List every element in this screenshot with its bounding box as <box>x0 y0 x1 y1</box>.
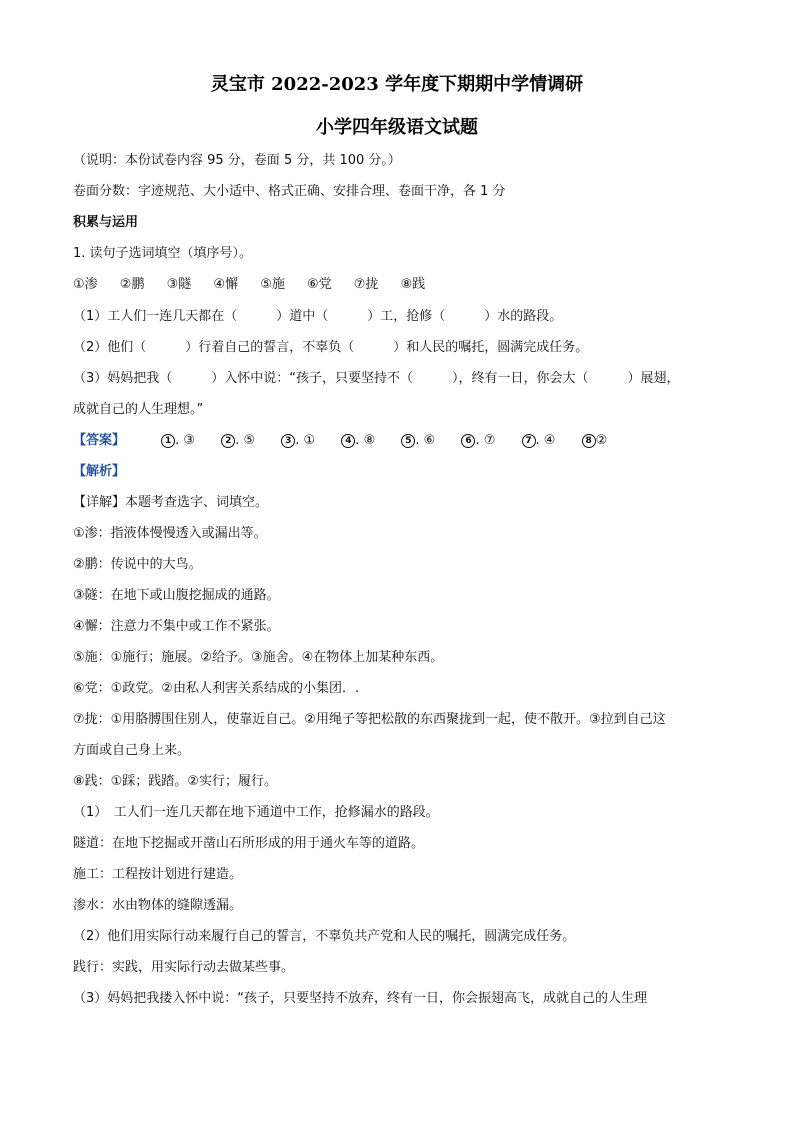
option-item: ⑦拢 <box>353 277 379 292</box>
circled-number: 2 <box>221 434 235 448</box>
answer-label: 【答案】 <box>73 433 126 448</box>
option-list <box>73 276 443 294</box>
analysis-line: ②鹏：传说中的大鸟。 <box>73 557 202 572</box>
analysis-line: （1） 工人们一连几天都在地下通道中工作，抢修漏水的路段。 <box>73 805 439 820</box>
analysis-line: （2）他们用实际行动来履行自己的誓言，不辜负共产党和人民的嘱托，圆满完成任务。 <box>73 929 576 944</box>
option-item: ⑤施 <box>260 277 285 292</box>
score-rule: 卷面分数：字迹规范、大小适中、格式正确、安排合理、卷面干净，各 1 分 <box>73 184 506 199</box>
analysis-line: 践行：实践，用实际行动去做某些事。 <box>73 960 295 975</box>
answer-item: 5 . ⑥ <box>401 432 435 450</box>
analysis-line: ①渗：指液体慢慢透入或漏出等。 <box>73 526 267 541</box>
page-title: 灵宝市 2022-2023 学年度下期期中学情调研 <box>210 74 584 95</box>
answer-item: 8② <box>582 432 608 450</box>
circled-number: 6 <box>461 434 475 448</box>
analysis-line: 方面或自己身上来。 <box>73 743 191 758</box>
circled-number: 7 <box>522 434 536 448</box>
analysis-line: ⑥党：①政党。②由私人利害关系结成的小集团．. <box>73 681 360 696</box>
option-item: ③隧 <box>166 277 192 292</box>
sentence-3-continued: 成就自己的人生理想。” <box>73 402 204 417</box>
circled-number: 5 <box>401 434 415 448</box>
answer-item: 3 . ① <box>281 432 315 450</box>
section-heading: 积累与运用 <box>73 215 139 230</box>
analysis-line: ⑧践：①踩；践踏。②实行；履行。 <box>73 774 277 789</box>
circled-number: 8 <box>582 434 596 448</box>
answer-item: 2 . ⑤ <box>221 432 255 450</box>
circled-number: 3 <box>281 434 295 448</box>
analysis-line: （3）妈妈把我搂入怀中说：“孩子，只要坚持不放弃，终有一日，你会振翅高飞，成就自己的人生理 <box>73 991 648 1006</box>
question-prompt: 1. 读句子选词填空（填序号）。 <box>73 246 253 261</box>
circled-number: 1 <box>161 434 175 448</box>
option-item: ④懈 <box>213 277 239 292</box>
analysis-line: 隧道：在地下挖掘或开凿山石所形成的用于通火车等的道路。 <box>73 836 425 851</box>
circled-number: 4 <box>341 434 355 448</box>
page-subtitle: 小学四年级语文试题 <box>316 117 478 138</box>
answer-row <box>73 432 629 450</box>
analysis-line: 【详解】本题考查选字、词填空。 <box>73 495 269 510</box>
option-item: ①渗 <box>73 277 98 292</box>
option-item: ⑧践 <box>400 277 426 292</box>
option-item: ⑥党 <box>306 277 332 292</box>
sentence-1: （1）工人们一连几天都在（ ）道中（ ）工，抢修（ ）水的路段。 <box>73 309 563 324</box>
analysis-label: 【解析】 <box>73 464 126 479</box>
sentence-2: （2）他们（ ）行着自己的誓言，不辜负（ ）和人民的嘱托，圆满完成任务。 <box>73 340 589 355</box>
analysis-line: 施工：工程按计划进行建造。 <box>73 867 243 882</box>
analysis-line: ⑦拢：①用胳膊围住别人，使靠近自己。②用绳子等把松散的东西聚拢到一起，使不散开。③拉到自己这 <box>73 712 666 727</box>
answer-item: 6 . ⑦ <box>461 432 495 450</box>
answer-item: 1 . ③ <box>161 432 195 450</box>
sentence-3: （3）妈妈把我（ ）入怀中说：“孩子，只要坚持不（ ），终有一日，你会大（ ）展翅， <box>73 371 680 386</box>
answer-item: 4 . ⑧ <box>341 432 375 450</box>
analysis-line: ③隧：在地下或山腹挖掘成的通路。 <box>73 588 280 603</box>
analysis-line: 渗水：水由物体的缝隙透漏。 <box>73 898 243 913</box>
analysis-line: ④懈：注意力不集中或工作不紧张。 <box>73 619 280 634</box>
option-item: ②鹏 <box>119 277 145 292</box>
answer-item: 7 . ④ <box>522 432 556 450</box>
exam-note: （说明：本份试卷内容 95 分，卷面 5 分，共 100 分。） <box>73 153 401 168</box>
analysis-line: ⑤施：①施行；施展。②给予。③施舍。④在物体上加某种东西。 <box>73 650 444 665</box>
